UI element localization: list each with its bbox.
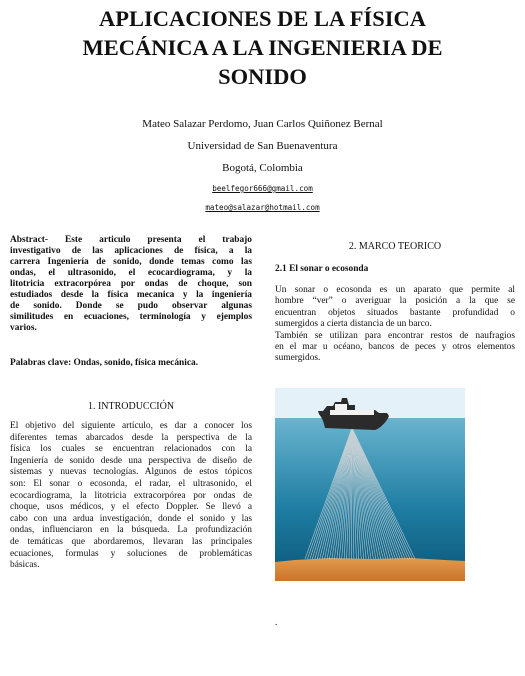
abstract-line: varios. bbox=[10, 322, 37, 333]
title-line: APLICACIONES DE LA FÍSICA bbox=[99, 6, 426, 31]
email-link[interactable]: beelfegor666@gmail.com bbox=[212, 184, 313, 193]
intro-line: El objetivo del siguiente artículo, es dar a conocer los bbox=[10, 421, 252, 431]
intro-line: ondas, influenciaron en la búsqueda. La profundización bbox=[10, 525, 252, 536]
keywords: Palabras clave: Ondas, sonido, física mecánica. bbox=[10, 358, 199, 368]
intro-line: son: El sonar o ecosonda, el radar, el ultrasonido, el bbox=[10, 478, 252, 489]
abstract-line: carrera Ingeniería de sonido, donde temas como las bbox=[10, 256, 252, 267]
abstract-line: estudiados desde la física mecanica y la ingeniería bbox=[10, 289, 252, 300]
abstract-line: Abstract- Este articulo presenta el trabajo bbox=[10, 235, 252, 245]
sea bbox=[275, 418, 465, 581]
section-heading: 1. INTRODUCCIÓN bbox=[87, 401, 175, 412]
intro-line: choque, usos médicos, y el efecto Doppler. Se llevó a bbox=[10, 502, 252, 513]
sonar-line: encuentran objetos situados bastante profundidad o bbox=[275, 307, 515, 318]
intro-line: física los cuales se encuentran relacionados con la bbox=[10, 444, 252, 455]
intro-line: diferentes temas abarcados desde la perspectiva de la bbox=[10, 432, 252, 443]
paper-title bbox=[20, 4, 505, 91]
title-line: MECÁNICA A LA INGENIERIA DE bbox=[82, 35, 443, 60]
sonar-line: Un sonar o ecosonda es un aparato que permite al bbox=[275, 285, 515, 295]
abstract-line: de sonido. Donde se pudo observar algunas bbox=[10, 300, 252, 311]
intro-line: sistemas y nuevas tecnologías. Algunos de estos tópicos bbox=[10, 467, 252, 478]
title-line: SONIDO bbox=[218, 64, 307, 89]
abstract-line: ondas, el ultrasonido, el ecocardiograma, y la bbox=[10, 267, 252, 278]
location: Bogotá, Colombia bbox=[222, 162, 303, 174]
intro-paragraph bbox=[10, 421, 252, 572]
sonar-line: sumergidos a cierta distancia de un barco. bbox=[275, 319, 432, 330]
intro-line: cabo con una ardua investigación, donde el sonido y las bbox=[10, 513, 252, 524]
abstract-line: litotricia extracorpórea por ondas de choque, son bbox=[10, 278, 252, 289]
sonar-illustration bbox=[275, 388, 465, 581]
abstract-line: similitudes en ecuaciones, terminología y ejemplos bbox=[10, 311, 252, 322]
seabed bbox=[275, 558, 465, 581]
intro-line: ecuaciones, formulas y soluciones de problemáticas bbox=[10, 548, 252, 559]
abstract bbox=[10, 235, 252, 334]
ship-deck bbox=[330, 410, 374, 415]
intro-line: Ingeniería de sonido desde una perspectiva de diseño de bbox=[10, 455, 252, 466]
sonar-line: hombre “ver” o averiguar la posición a la que se bbox=[275, 296, 515, 307]
sonar-line: en el mar u océano, bancos de peces y otros elementos bbox=[275, 342, 515, 353]
university: Universidad de San Buenaventura bbox=[187, 140, 338, 152]
sonar-line: También se utilizan para encontrar restos de naufragios bbox=[275, 330, 515, 341]
sonar-line: sumergidos. bbox=[275, 353, 321, 364]
abstract-line: investigativo de las aplicaciones de física, a la bbox=[10, 245, 252, 256]
intro-line: ecocardiograma, la litotricia extracorpórea por ondas de bbox=[10, 490, 252, 501]
intro-line: básicas. bbox=[10, 560, 40, 571]
authors: Mateo Salazar Perdomo, Juan Carlos Quiñonez Bernal bbox=[142, 118, 383, 130]
sonar-paragraph bbox=[275, 285, 515, 365]
ship-bridge bbox=[335, 404, 347, 410]
intro-line: de temáticas que abordaremos, llevaran las principales bbox=[10, 536, 252, 547]
subsection-heading: 2.1 El sonar o ecosonda bbox=[275, 264, 369, 274]
trailing-mark: . bbox=[275, 617, 278, 627]
section-heading: 2. MARCO TEORICO bbox=[348, 241, 442, 252]
email-link[interactable]: mateo@salazar@hotmail.com bbox=[205, 203, 320, 212]
